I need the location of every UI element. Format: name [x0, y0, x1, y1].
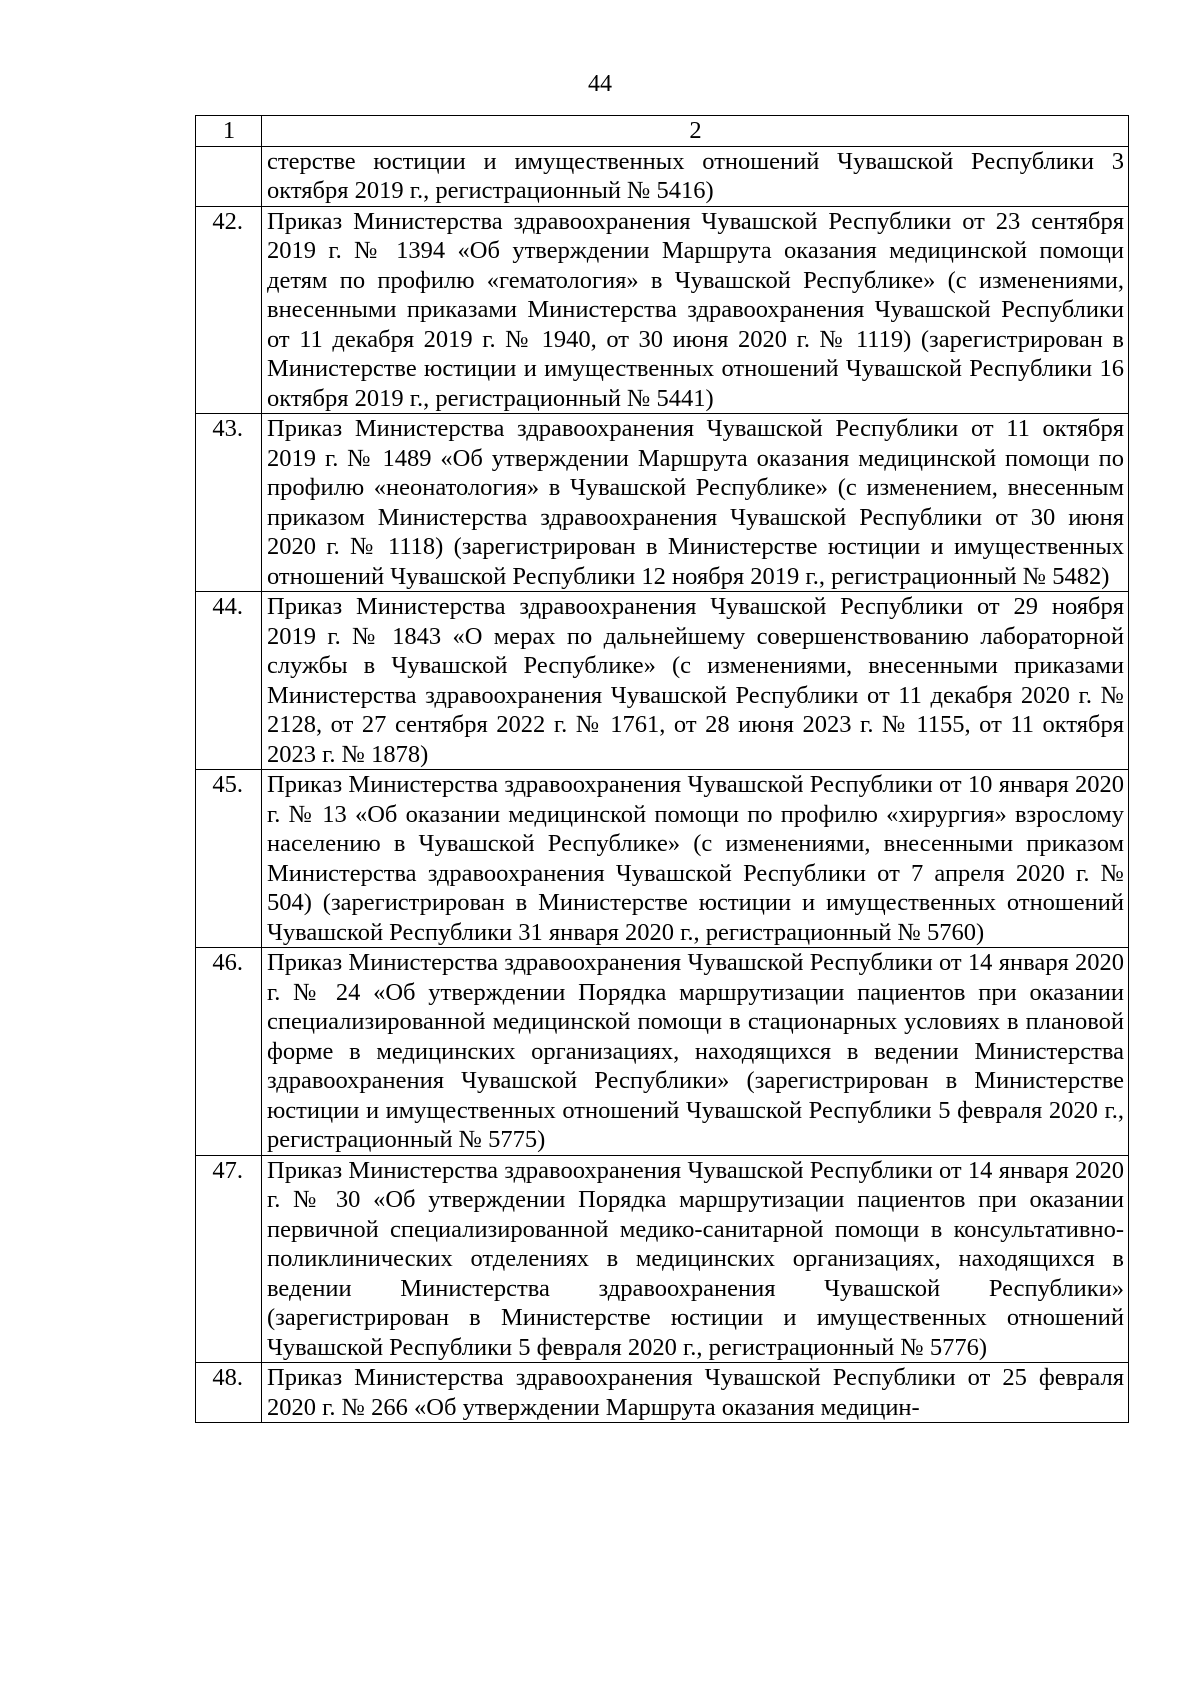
row-number: 46.	[196, 948, 262, 1156]
row-text: Приказ Министерства здравоохранения Чувашской Республики от 25 февраля 2020 г. № 266 «Об утверждении Маршрута оказания медицин-	[262, 1363, 1129, 1423]
row-number: 45.	[196, 770, 262, 948]
column-header-number: 1	[196, 116, 262, 147]
table-row-continuation	[196, 146, 1129, 206]
row-number: 44.	[196, 592, 262, 770]
table-row	[196, 206, 1129, 414]
column-header-text: 2	[262, 116, 1129, 147]
table-header-row	[196, 116, 1129, 147]
row-text: Приказ Министерства здравоохранения Чувашской Республики от 11 октября 2019 г. № 1489 «Об утверждении Маршрута оказания медицинской помощи по профилю «неонатология» в Чувашской Республике» (с изменением, внесенным приказом Министерства здравоохранения Чувашской Республики от 30 июня 2020 г. № 1118) (зарегистрирован в Министерстве юстиции и имущественных отношений Чувашской Республики 12 ноября 2019 г., регистрационный № 5482)	[262, 414, 1129, 592]
table-row	[196, 592, 1129, 770]
row-text: Приказ Министерства здравоохранения Чувашской Республики от 14 января 2020 г. № 24 «Об утверждении Порядка маршрутизации пациентов при оказании специализированной медицинской помощи в стационарных условиях в плановой форме в медицинских организациях, находящихся в ведении Министерства здравоохранения Чувашской Республики» (зарегистрирован в Министерстве юстиции и имущественных отношений Чувашской Республики 5 февраля 2020 г., регистрационный № 5775)	[262, 948, 1129, 1156]
row-number: 48.	[196, 1363, 262, 1423]
row-text: Приказ Министерства здравоохранения Чувашской Республики от 14 января 2020 г. № 30 «Об утверждении Порядка маршрутизации пациентов при оказании первичной специализированной медико-санитарной помощи в консультативно-поликлинических отделениях в медицинских организациях, находящихся в ведении Министерства здравоохранения Чувашской Республики» (зарегистрирован в Министерстве юстиции и имущественных отношений Чувашской Республики 5 февраля 2020 г., регистрационный № 5776)	[262, 1155, 1129, 1363]
row-number: 47.	[196, 1155, 262, 1363]
row-text-continuation: стерстве юстиции и имущественных отношений Чувашской Республики 3 октября 2019 г., регистрационный № 5416)	[262, 146, 1129, 206]
table-row	[196, 1363, 1129, 1423]
row-text: Приказ Министерства здравоохранения Чувашской Республики от 29 ноября 2019 г. № 1843 «О мерах по дальнейшему совершенствованию лабораторной службы в Чувашской Республике» (с изменениями, внесенными приказами Министерства здравоохранения Чувашской Республики от 11 декабря 2020 г. № 2128, от 27 сентября 2022 г. № 1761, от 28 июня 2023 г. № 1155, от 11 октября 2023 г. № 1878)	[262, 592, 1129, 770]
row-number-empty	[196, 146, 262, 206]
table-row	[196, 948, 1129, 1156]
row-number: 43.	[196, 414, 262, 592]
row-text: Приказ Министерства здравоохранения Чувашской Республики от 23 сентября 2019 г. № 1394 «Об утверждении Маршрута оказания медицинской помощи детям по профилю «гематология» в Чувашской Республике» (с изменениями, внесенными приказами Министерства здравоохранения Чувашской Республики от 11 декабря 2019 г. № 1940, от 30 июня 2020 г. № 1119) (зарегистрирован в Министерстве юстиции и имущественных отношений Чувашской Республики 16 октября 2019 г., регистрационный № 5441)	[262, 206, 1129, 414]
row-text: Приказ Министерства здравоохранения Чувашской Республики от 10 января 2020 г. № 13 «Об оказании медицинской помощи по профилю «хирургия» взрослому населению в Чувашской Республике» (с изменениями, внесенными приказом Министерства здравоохранения Чувашской Республики от 7 апреля 2020 г. № 504) (зарегистрирован в Министерстве юстиции и имущественных отношений Чувашской Республики 31 января 2020 г., регистрационный № 5760)	[262, 770, 1129, 948]
page-number: 44	[588, 71, 612, 97]
table-row	[196, 414, 1129, 592]
table-row	[196, 1155, 1129, 1363]
document-table	[195, 115, 1129, 1423]
row-number: 42.	[196, 206, 262, 414]
table-row	[196, 770, 1129, 948]
